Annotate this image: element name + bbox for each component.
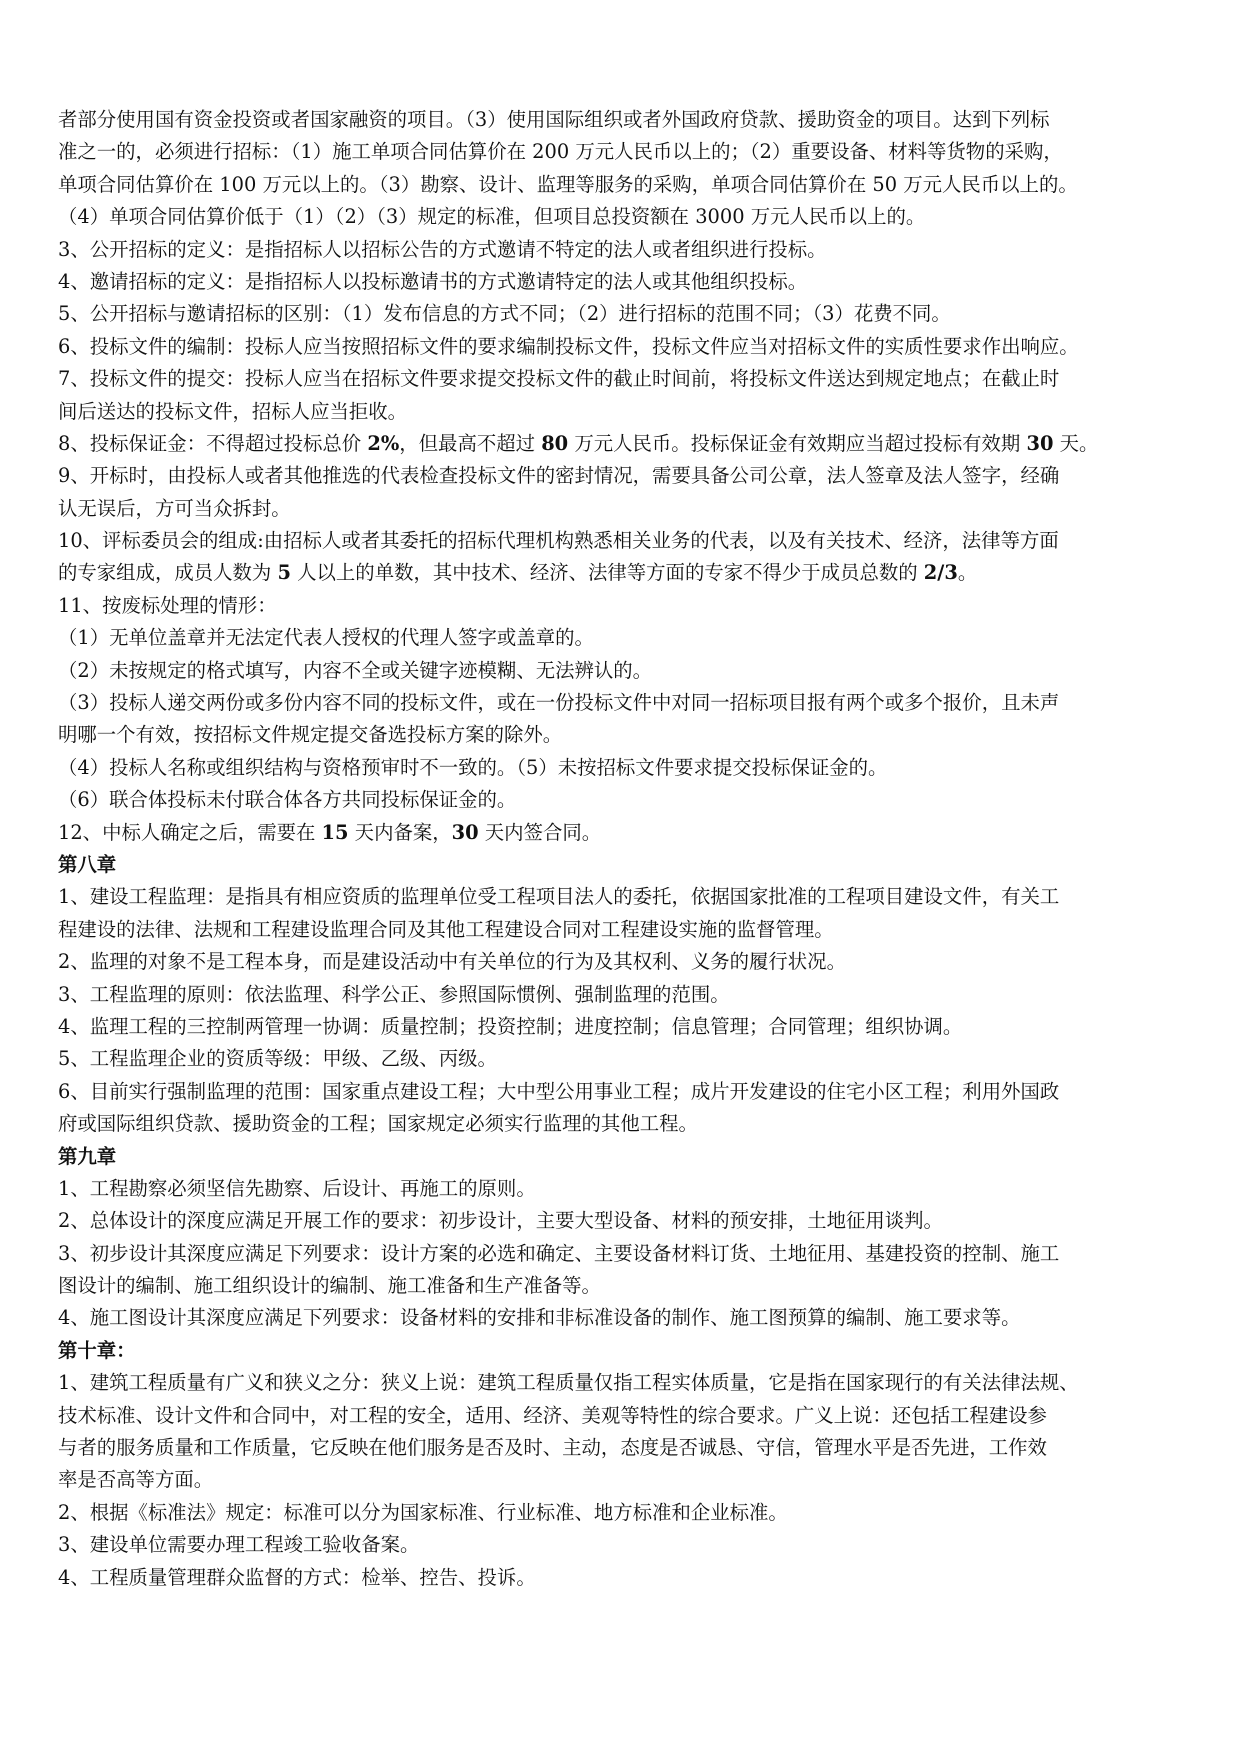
- text-line: [58, 1529, 1186, 1561]
- text-segment: 率是否高等方面。: [58, 1468, 214, 1492]
- text-line: [58, 1043, 1186, 1075]
- text-line: [58, 1011, 1186, 1043]
- text-segment: 5、公开招标与邀请招标的区别：（1）发布信息的方式不同；（2）进行招标的范围不同；（3）花费不同。: [58, 302, 951, 326]
- chapter-heading: [58, 1335, 1186, 1367]
- text-segment: （6）联合体投标未付联合体各方共同投标保证金的。: [58, 788, 517, 812]
- text-segment: 人以上的单数，其中技术、经济、法律等方面的专家不得少于成员总数的: [290, 561, 924, 585]
- text-segment: 第九章: [58, 1144, 117, 1168]
- text-line: [58, 946, 1186, 978]
- text-segment: （1）无单位盖章并无法定代表人授权的代理人签字或盖章的。: [58, 626, 594, 650]
- text-line: [58, 525, 1186, 557]
- text-segment: 4、工程质量管理群众监督的方式：检举、控告、投诉。: [58, 1565, 536, 1589]
- text-segment: 12、中标人确定之后，需要在: [58, 820, 322, 844]
- text-line: [58, 1076, 1186, 1108]
- text-segment: 3、工程监理的原则：依法监理、科学公正、参照国际惯例、强制监理的范围。: [58, 982, 730, 1006]
- text-segment: 者部分使用国有资金投资或者国家融资的项目。（3）使用国际组织或者外国政府贷款、援助资金的项目。达到下列标: [58, 108, 1050, 131]
- text-segment: 3、建设单位需要办理工程竣工验收备案。: [58, 1533, 420, 1557]
- bold-number: 2/3: [923, 561, 958, 585]
- text-segment: 9、开标时，由投标人或者其他推选的代表检查投标文件的密封情况，需要具备公司公章，法人签章及法人签字，经确: [58, 464, 1060, 488]
- text-line: [58, 428, 1186, 460]
- bold-number: 5: [277, 561, 291, 585]
- text-segment: 天。: [1053, 431, 1099, 455]
- text-segment: 3、初步设计其深度应满足下列要求：设计方案的必选和确定、主要设备材料订货、土地征用、基建投资的控制、施工: [58, 1241, 1060, 1265]
- text-segment: 1、建筑工程质量有广义和狭义之分：狭义上说：建筑工程质量仅指工程实体质量，它是指在国家现行的有关法律法规、: [58, 1371, 1079, 1395]
- bold-number: 15: [321, 820, 349, 844]
- text-segment: 8、投标保证金：不得超过投标总价: [58, 431, 368, 455]
- text-line: [58, 752, 1186, 784]
- text-line: [58, 817, 1186, 849]
- bold-number: 2%: [367, 431, 400, 455]
- text-line: [58, 719, 1186, 751]
- text-segment: 3、公开招标的定义：是指招标人以招标公告的方式邀请不特定的法人或者组织进行投标。: [58, 237, 827, 261]
- text-line: [58, 234, 1186, 266]
- text-line: [58, 622, 1186, 654]
- text-line: [58, 331, 1186, 363]
- text-segment: 万元人民币。投标保证金有效期应当超过投标有效期: [568, 431, 1027, 455]
- text-line: [58, 1173, 1186, 1205]
- text-segment: 6、投标文件的编制：投标人应当按照招标文件的要求编制投标文件，投标文件应当对招标文件的实质性要求作出响应。: [58, 334, 1079, 358]
- text-line: [58, 1238, 1186, 1270]
- text-segment: （2）未按规定的格式填写，内容不全或关键字迹模糊、无法辨认的。: [58, 658, 653, 682]
- text-segment: 2、监理的对象不是工程本身，而是建设活动中有关单位的行为及其权利、义务的履行状况。: [58, 950, 846, 974]
- text-segment: 间后送达的投标文件，招标人应当拒收。: [58, 399, 408, 423]
- text-segment: 与者的服务质量和工作质量，它反映在他们服务是否及时、主动，态度是否诚恳、守信，管理水平是否先进，工作效: [58, 1436, 1047, 1460]
- text-segment: 府或国际组织贷款、援助资金的工程；国家规定必须实行监理的其他工程。: [58, 1112, 698, 1136]
- text-line: [58, 460, 1186, 492]
- text-line: [58, 1108, 1186, 1140]
- text-segment: 。: [957, 561, 978, 585]
- text-line: [58, 493, 1186, 525]
- text-segment: 明哪一个有效，按招标文件规定提交备选投标方案的除外。: [58, 723, 563, 747]
- document-page: [58, 104, 1186, 1594]
- text-segment: 的专家组成，成员人数为: [58, 561, 278, 585]
- text-segment: 第八章: [58, 852, 117, 876]
- text-line: [58, 557, 1186, 589]
- text-line: [58, 266, 1186, 298]
- text-line: [58, 1497, 1186, 1529]
- text-segment: 10、评标委员会的组成:由招标人或者其委托的招标代理机构熟悉相关业务的代表，以及有关技术、经济，法律等方面: [58, 529, 1059, 553]
- chapter-heading: [58, 849, 1186, 881]
- text-segment: （3）投标人递交两份或多份内容不同的投标文件，或在一份投标文件中对同一招标项目报有两个或多个报价，且未声: [58, 691, 1060, 715]
- text-line: [58, 1464, 1186, 1496]
- text-segment: 2、总体设计的深度应满足开展工作的要求：初步设计，主要大型设备、材料的预安排，土地征用谈判。: [58, 1209, 943, 1233]
- text-segment: 技术标准、设计文件和合同中，对工程的安全，适用、经济、美观等特性的综合要求。广义上说：还包括工程建设参: [58, 1403, 1047, 1427]
- text-segment: ，但最高不超过: [399, 431, 542, 455]
- text-line: [58, 979, 1186, 1011]
- text-line: [58, 590, 1186, 622]
- text-line: [58, 201, 1186, 233]
- text-segment: 天内签合同。: [478, 820, 602, 844]
- text-segment: 图设计的编制、施工组织设计的编制、施工准备和生产准备等。: [58, 1274, 601, 1298]
- text-segment: 1、工程勘察必须坚信先勘察、后设计、再施工的原则。: [58, 1176, 536, 1200]
- text-line: [58, 136, 1186, 168]
- text-segment: （4）单项合同估算价低于（1）（2）（3）规定的标准，但项目总投资额在 3000 万元人民币以上的。: [58, 205, 926, 229]
- text-line: [58, 1302, 1186, 1334]
- text-line: [58, 104, 1186, 136]
- text-line: [58, 1562, 1186, 1594]
- text-line: [58, 396, 1186, 428]
- text-line: [58, 298, 1186, 330]
- bold-number: 30: [451, 820, 479, 844]
- text-segment: 程建设的法律、法规和工程建设监理合同及其他工程建设合同对工程建设实施的监督管理。: [58, 917, 834, 941]
- text-segment: 单项合同估算价在 100 万元以上的。（3）勘察、设计、监理等服务的采购，单项合同估算价在 50 万元人民币以上的。: [58, 172, 1078, 196]
- text-segment: 4、邀请招标的定义：是指招标人以投标邀请书的方式邀请特定的法人或其他组织投标。: [58, 269, 808, 293]
- text-line: [58, 1205, 1186, 1237]
- chapter-heading: [58, 1141, 1186, 1173]
- text-segment: 天内备案，: [348, 820, 452, 844]
- text-line: [58, 1400, 1186, 1432]
- text-segment: 4、施工图设计其深度应满足下列要求：设备材料的安排和非标准设备的制作、施工图预算的编制、施工要求等。: [58, 1306, 1021, 1330]
- text-line: [58, 655, 1186, 687]
- text-line: [58, 1432, 1186, 1464]
- text-segment: 4、监理工程的三控制两管理一协调：质量控制；投资控制；进度控制；信息管理；合同管理；组织协调。: [58, 1014, 963, 1038]
- text-segment: （4）投标人名称或组织结构与资格预审时不一致的。（5）未按招标文件要求提交投标保证金的。: [58, 755, 888, 779]
- text-segment: 1、建设工程监理：是指具有相应资质的监理单位受工程项目法人的委托，依据国家批准的工程项目建设文件，有关工: [58, 885, 1060, 909]
- text-segment: 第十章：: [58, 1338, 136, 1362]
- bold-number: 80: [541, 431, 569, 455]
- text-line: [58, 1270, 1186, 1302]
- text-segment: 准之一的，必须进行招标：（1）施工单项合同估算价在 200 万元人民币以上的；（2）重要设备、材料等货物的采购，: [58, 140, 1063, 164]
- text-segment: 11、按废标处理的情形：: [58, 593, 277, 617]
- bold-number: 30: [1026, 431, 1054, 455]
- text-segment: 2、根据《标准法》规定：标准可以分为国家标准、行业标准、地方标准和企业标准。: [58, 1500, 788, 1524]
- text-line: [58, 881, 1186, 913]
- text-line: [58, 687, 1186, 719]
- text-line: [58, 363, 1186, 395]
- text-line: [58, 1367, 1186, 1399]
- text-segment: 认无误后，方可当众拆封。: [58, 496, 291, 520]
- text-line: [58, 914, 1186, 946]
- text-segment: 5、工程监理企业的资质等级：甲级、乙级、丙级。: [58, 1047, 497, 1071]
- text-segment: 7、投标文件的提交：投标人应当在招标文件要求提交投标文件的截止时间前，将投标文件送达到规定地点；在截止时: [58, 367, 1060, 391]
- text-line: [58, 784, 1186, 816]
- text-segment: 6、目前实行强制监理的范围：国家重点建设工程；大中型公用事业工程；成片开发建设的住宅小区工程；利用外国政: [58, 1079, 1060, 1103]
- text-line: [58, 169, 1186, 201]
